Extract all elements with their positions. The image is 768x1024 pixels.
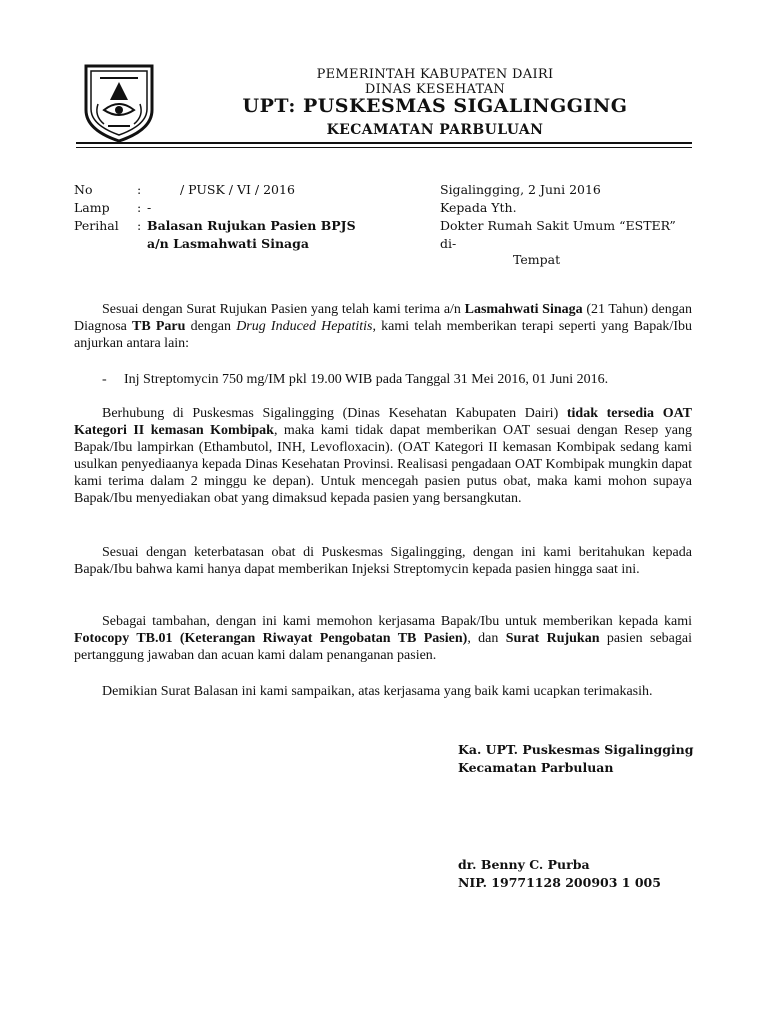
letterhead-government: PEMERINTAH KABUPATEN DAIRI — [316, 67, 554, 82]
lamp-label: Lamp — [74, 200, 110, 215]
letterhead-rule-thick — [76, 142, 692, 144]
bullet-mark: - — [102, 372, 107, 387]
letter-date: Sigalingging, 2 Juni 2016 — [440, 182, 601, 197]
perihal-patient: a/n Lasmahwati Sinaga — [147, 236, 309, 251]
signature-name: dr. Benny C. Purba — [458, 857, 590, 872]
list-item — [102, 372, 692, 389]
perihal-label: Perihal — [74, 218, 119, 233]
no-label: No — [74, 182, 93, 197]
recipient-di: di- — [440, 236, 457, 251]
paragraph-3: Sesuai dengan keterbatasan obat di Puskesmas Sigalingging, dengan ini kami beritahukan kepada Bapak/Ibu bahwa kami hanya dapat memberikan Injeksi Streptomycin kepada pasien hingga saat ini. — [74, 545, 692, 577]
letterhead-title: UPT: PUSKESMAS SIGALINGGING — [242, 95, 628, 117]
lamp-colon: : — [137, 200, 142, 215]
paragraph-4: Sebagai tambahan, dengan ini kami memohon kerjasama Bapak/Ibu untuk memberikan kepada kami Fotocopy TB.01 (Keterangan Riwayat Pengobatan TB Pasien), dan Surat Rujukan pasien sebagai pertanggung jawaban dan acuan kami dalam penanganan pasien. — [74, 614, 692, 663]
recipient-salutation: Kepada Yth. — [440, 200, 517, 215]
paragraph-2: Berhubung di Puskesmas Sigalingging (Dinas Kesehatan Kabupaten Dairi) tidak tersedia OAT Kategori II kemasan Kombipak, maka kami tidak dapat memberikan OAT sesuai dengan Resep yang Bapak/Ibu lampirkan (Ethambutol, INH, Levofloxacin). (OAT Kategori II kemasan Kombipak sedang kami usulkan penyediaanya kepada Dinas Kesehatan Provinsi. Realisasi pengadaan OAT Kombipak mungkin dapat kami terima dalam 2 minggu ke depan). Untuk mencegah pasien putus obat, maka kami mohon supaya Bapak/Ibu menyediakan obat yang dimaksud kepada pasien yang bersangkutan. — [74, 406, 692, 506]
letterhead-district: KECAMATAN PARBULUAN — [326, 122, 544, 138]
regency-emblem-icon — [80, 60, 158, 144]
treatment-item: Inj Streptomycin 750 mg/IM pkl 19.00 WIB pada Tanggal 31 Mei 2016, 01 Juni 2016. — [124, 372, 609, 387]
no-value: / PUSK / VI / 2016 — [180, 182, 295, 197]
signature-title: Ka. UPT. Puskesmas Sigalingging — [458, 742, 694, 757]
lamp-value: - — [147, 200, 152, 215]
perihal-colon: : — [137, 218, 142, 233]
signature-nip: NIP. 19771128 200903 1 005 — [458, 875, 661, 890]
no-colon: : — [137, 182, 142, 197]
letterhead-rule-thin — [76, 147, 692, 148]
perihal-value: Balasan Rujukan Pasien BPJS — [147, 218, 356, 233]
paragraph-1: Sesuai dengan Surat Rujukan Pasien yang telah kami terima a/n Lasmahwati Sinaga (21 Tahun) dengan Diagnosa TB Paru dengan Drug Induced Hepatitis, kami telah memberikan terapi seperti yang Bapak/Ibu anjurkan antara lain: — [74, 302, 692, 351]
paragraph-5: Demikian Surat Balasan ini kami sampaikan, atas kerjasama yang baik kami ucapkan terimakasih. — [102, 684, 653, 699]
recipient-name: Dokter Rumah Sakit Umum “ESTER” — [440, 218, 676, 233]
letterhead-department: DINAS KESEHATAN — [364, 82, 506, 97]
signature-district: Kecamatan Parbuluan — [458, 760, 614, 775]
recipient-place: Tempat — [513, 252, 561, 267]
